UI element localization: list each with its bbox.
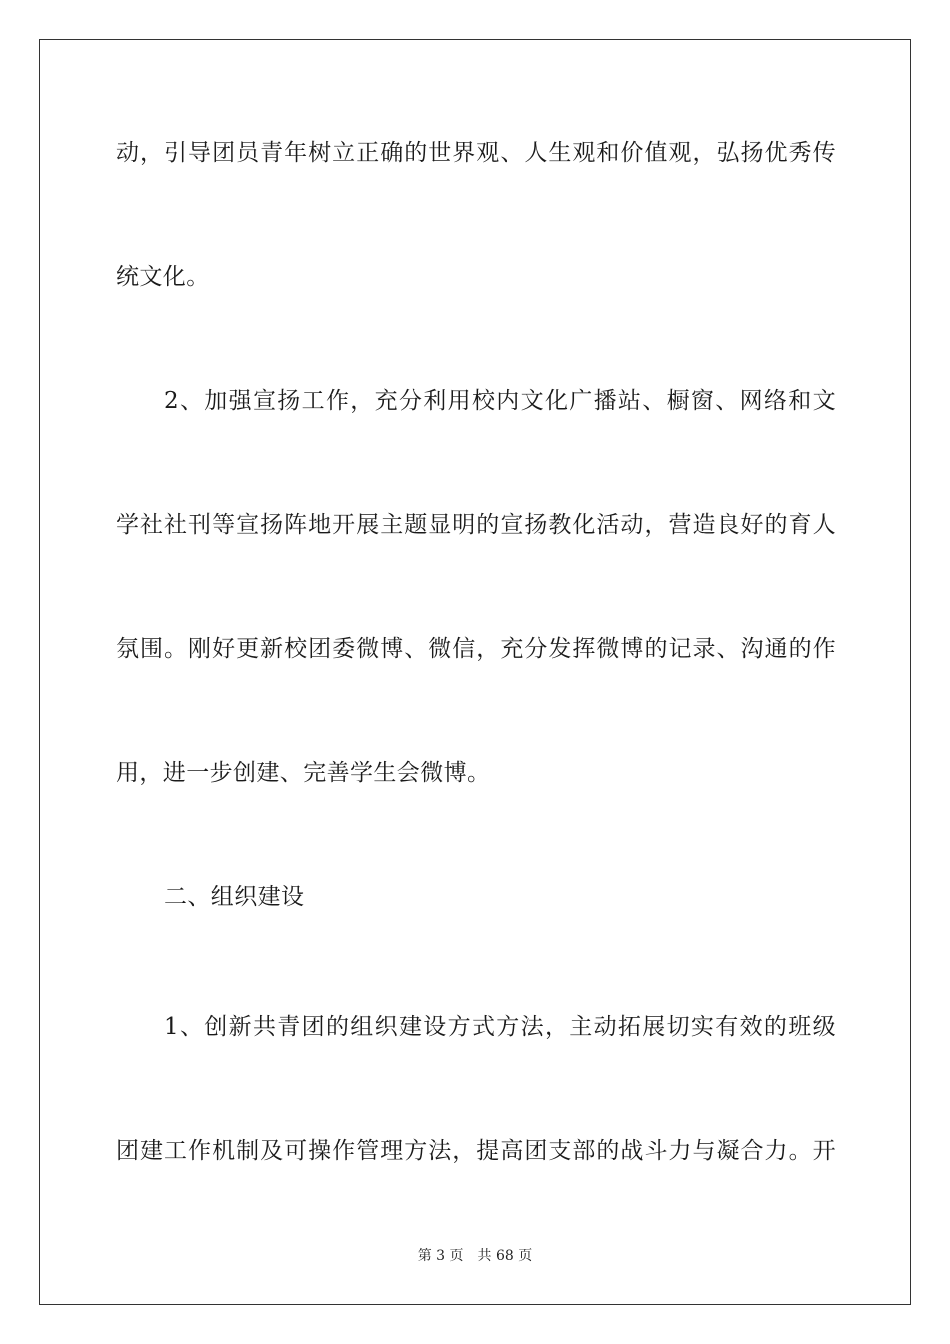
body-text-line: 用，进一步创建、完善学生会微博。 — [116, 760, 491, 786]
body-text-line: 氛围。刚好更新校团委微博、微信，充分发挥微博的记录、沟通的作 — [116, 636, 836, 662]
body-text-line: 学社社刊等宣扬阵地开展主题显明的宣扬教化活动，营造良好的育人 — [116, 512, 836, 538]
page-number: 第 3 页 — [417, 1248, 464, 1264]
page-footer — [0, 1246, 950, 1266]
body-text-line: 动，引导团员青年树立正确的世界观、人生观和价值观，弘扬优秀传 — [116, 140, 836, 166]
paragraph-first-line: 2、加强宣扬工作，充分利用校内文化广播站、橱窗、网络和文 — [164, 388, 836, 414]
paragraph-first-line: 1、创新共青团的组织建设方式方法，主动拓展切实有效的班级 — [164, 1014, 836, 1040]
section-heading: 二、组织建设 — [164, 884, 305, 910]
page-border — [39, 39, 911, 1305]
body-text-line: 团建工作机制及可操作管理方法，提高团支部的战斗力与凝合力。开 — [116, 1138, 836, 1164]
body-text-line: 统文化。 — [116, 264, 210, 290]
total-pages: 共 68 页 — [477, 1248, 533, 1264]
